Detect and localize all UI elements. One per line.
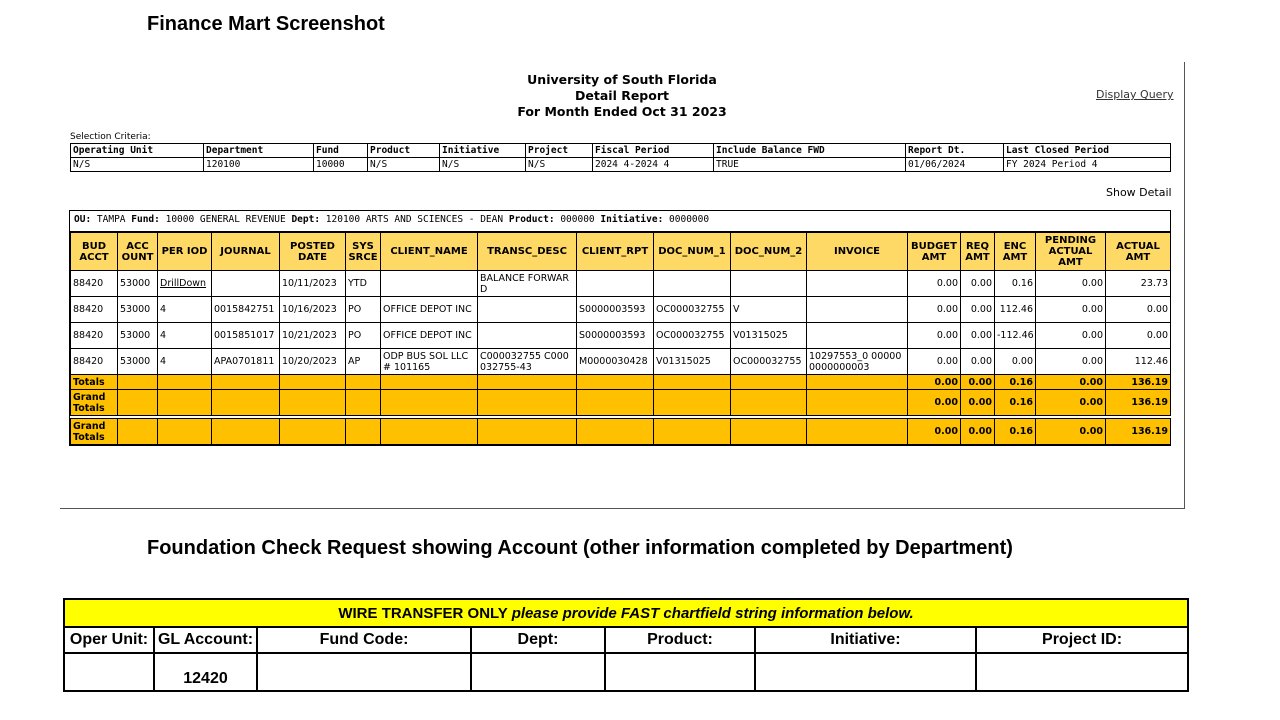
col-header: ACTUAL AMT: [1106, 233, 1171, 271]
empty-cell: [381, 419, 478, 445]
empty-cell: [118, 375, 158, 390]
table-cell: 88420: [71, 297, 118, 323]
initiative-value: 0000000: [669, 214, 710, 225]
total-pending: 0.00: [1036, 419, 1106, 445]
empty-cell: [346, 375, 381, 390]
table-cell: 0015851017: [212, 323, 280, 349]
table-cell: [381, 271, 478, 297]
report-institution: University of South Florida: [527, 72, 717, 87]
table-cell: ODP BUS SOL LLC # 101165: [381, 349, 478, 375]
empty-cell: [654, 375, 731, 390]
sel-value-include-balance-fwd: TRUE: [714, 158, 906, 172]
empty-cell: [731, 419, 807, 445]
col-header: PENDING ACTUAL AMT: [1036, 233, 1106, 271]
col-header: ACC OUNT: [118, 233, 158, 271]
table-cell: 0.00: [961, 271, 995, 297]
table-cell: 4: [158, 297, 212, 323]
col-header: BUD ACCT: [71, 233, 118, 271]
fund-label: Fund:: [131, 214, 160, 225]
empty-cell: [212, 375, 280, 390]
totals-label: Grand Totals: [71, 419, 118, 445]
col-header: REQ AMT: [961, 233, 995, 271]
dept-field[interactable]: [471, 653, 605, 691]
table-row: [71, 271, 1171, 297]
table-cell: -112.46: [995, 323, 1036, 349]
oper-unit-label: Oper Unit:: [64, 627, 154, 653]
total-budget: 0.00: [908, 390, 961, 416]
table-cell: 53000: [118, 323, 158, 349]
totals-row: [71, 419, 1171, 445]
wire-transfer-title: WIRE TRANSFER ONLY: [338, 604, 508, 622]
sel-value-department: 120100: [204, 158, 314, 172]
selection-criteria-table: [70, 143, 1171, 172]
table-cell: 53000: [118, 297, 158, 323]
table-cell: 112.46: [995, 297, 1036, 323]
empty-cell: [478, 390, 577, 416]
empty-cell: [212, 419, 280, 445]
sel-value-initiative: N/S: [440, 158, 526, 172]
sel-header-product: Product: [368, 144, 440, 158]
table-cell: 0015842751: [212, 297, 280, 323]
empty-cell: [577, 375, 654, 390]
table-cell: 0.00: [908, 323, 961, 349]
detail-data-body: [71, 271, 1171, 445]
table-cell: [807, 271, 908, 297]
col-header: JOURNAL: [212, 233, 280, 271]
initiative-label: Initiative:: [600, 214, 664, 225]
dept-label: Dept:: [471, 627, 605, 653]
table-cell: 4: [158, 323, 212, 349]
empty-cell: [381, 375, 478, 390]
dept-value: 120100 ARTS AND SCIENCES - DEAN: [325, 214, 504, 225]
total-actual: 136.19: [1106, 375, 1171, 390]
table-cell: V01315025: [654, 349, 731, 375]
table-cell: OFFICE DEPOT INC: [381, 323, 478, 349]
table-cell: PO: [346, 323, 381, 349]
table-cell: 0.00: [908, 297, 961, 323]
detail-data-table: [70, 232, 1171, 445]
table-cell: OFFICE DEPOT INC: [381, 297, 478, 323]
table-cell: APA0701811: [212, 349, 280, 375]
table-cell: AP: [346, 349, 381, 375]
col-header: ENC AMT: [995, 233, 1036, 271]
empty-cell: [280, 390, 346, 416]
total-budget: 0.00: [908, 375, 961, 390]
wire-transfer-instructions: please provide FAST chartfield string information below.: [511, 604, 914, 622]
table-cell: 53000: [118, 349, 158, 375]
table-cell: 10297553_0 000000000000003: [807, 349, 908, 375]
table-cell: 53000: [118, 271, 158, 297]
fund-code-label: Fund Code:: [257, 627, 471, 653]
report-title: [60, 72, 1184, 120]
total-actual: 136.19: [1106, 390, 1171, 416]
detail-report-section: [69, 210, 1171, 446]
totals-row: [71, 375, 1171, 390]
table-cell: 10/21/2023: [280, 323, 346, 349]
selection-value-row: [71, 158, 1171, 172]
fund-value: 10000 GENERAL REVENUE: [165, 214, 286, 225]
total-enc: 0.16: [995, 390, 1036, 416]
table-cell: 0.00: [908, 349, 961, 375]
empty-cell: [158, 419, 212, 445]
table-cell: [577, 271, 654, 297]
col-header: CLIENT_RPT: [577, 233, 654, 271]
empty-cell: [478, 419, 577, 445]
detail-header-row: [71, 233, 1171, 271]
sel-header-fiscal-period: Fiscal Period: [593, 144, 714, 158]
table-cell[interactable]: DrillDown: [158, 271, 212, 297]
table-cell: [807, 323, 908, 349]
foundation-check-request-form: [63, 598, 1189, 692]
table-cell: V01315025: [731, 323, 807, 349]
col-header: INVOICE: [807, 233, 908, 271]
totals-label: Totals: [71, 375, 118, 390]
table-cell: 88420: [71, 349, 118, 375]
selection-header-row: [71, 144, 1171, 158]
product-label: Product:: [508, 214, 555, 225]
show-detail-link[interactable]: Show Detail: [1106, 186, 1172, 199]
total-pending: 0.00: [1036, 375, 1106, 390]
table-cell: 10/16/2023: [280, 297, 346, 323]
display-query-link[interactable]: Display Query: [1096, 88, 1174, 101]
col-header: BUDGET AMT: [908, 233, 961, 271]
gl-account-field[interactable]: 12420: [154, 653, 257, 691]
empty-cell: [381, 390, 478, 416]
sel-header-operating-unit: Operating Unit: [71, 144, 204, 158]
foundation-check-heading: Foundation Check Request showing Account (other information completed by Department): [147, 537, 1013, 559]
chartfield-value-row: [64, 653, 1188, 691]
empty-cell: [280, 419, 346, 445]
empty-cell: [346, 390, 381, 416]
table-cell: 23.73: [1106, 271, 1171, 297]
empty-cell: [654, 390, 731, 416]
empty-cell: [577, 419, 654, 445]
table-row: [71, 297, 1171, 323]
empty-cell: [478, 375, 577, 390]
product-value: 000000: [560, 214, 595, 225]
chartfield-label-row: [64, 627, 1188, 653]
empty-cell: [807, 419, 908, 445]
table-cell: 88420: [71, 271, 118, 297]
empty-cell: [577, 390, 654, 416]
empty-cell: [158, 375, 212, 390]
empty-cell: [118, 419, 158, 445]
table-cell: 0.16: [995, 271, 1036, 297]
col-header: SYS SRCE: [346, 233, 381, 271]
table-cell: V: [731, 297, 807, 323]
sel-header-initiative: Initiative: [440, 144, 526, 158]
table-cell: 88420: [71, 323, 118, 349]
selection-criteria-label: Selection Criteria:: [70, 132, 151, 142]
total-enc: 0.16: [995, 375, 1036, 390]
finance-mart-report: [60, 62, 1185, 509]
table-cell: BALANCE FORWARD: [478, 271, 577, 297]
total-enc: 0.16: [995, 419, 1036, 445]
table-cell: M0000030428: [577, 349, 654, 375]
table-cell: 0.00: [961, 349, 995, 375]
empty-cell: [118, 390, 158, 416]
sel-value-operating-unit: N/S: [71, 158, 204, 172]
sel-header-include-balance-fwd: Include Balance FWD: [714, 144, 906, 158]
table-cell: [478, 323, 577, 349]
col-header: TRANSC_DESC: [478, 233, 577, 271]
product-field[interactable]: [605, 653, 755, 691]
table-cell: YTD: [346, 271, 381, 297]
table-cell: [212, 271, 280, 297]
table-cell: S0000003593: [577, 297, 654, 323]
oper-unit-field[interactable]: [64, 653, 154, 691]
empty-cell: [807, 390, 908, 416]
dept-label: Dept:: [291, 214, 321, 225]
table-cell: 0.00: [995, 349, 1036, 375]
sel-value-project: N/S: [526, 158, 593, 172]
empty-cell: [346, 419, 381, 445]
empty-cell: [654, 419, 731, 445]
initiative-field[interactable]: [755, 653, 976, 691]
finance-mart-heading: Finance Mart Screenshot: [147, 13, 385, 35]
total-req: 0.00: [961, 375, 995, 390]
sel-header-report-date: Report Dt.: [906, 144, 1004, 158]
table-cell: [731, 271, 807, 297]
ou-value: TAMPA: [96, 214, 126, 225]
gl-account-label: GL Account:: [154, 627, 257, 653]
sel-header-fund: Fund: [314, 144, 368, 158]
table-cell: 0.00: [1106, 323, 1171, 349]
ou-label: OU:: [74, 214, 92, 225]
table-cell: 0.00: [1036, 271, 1106, 297]
report-name: Detail Report: [575, 88, 669, 103]
sel-header-department: Department: [204, 144, 314, 158]
table-cell: [654, 271, 731, 297]
table-cell: C000032755 C000032755-43: [478, 349, 577, 375]
table-cell: 0.00: [1106, 297, 1171, 323]
table-cell: PO: [346, 297, 381, 323]
report-period: For Month Ended Oct 31 2023: [517, 104, 727, 119]
project-id-label: Project ID:: [976, 627, 1188, 653]
totals-row: [71, 390, 1171, 416]
col-header: PER IOD: [158, 233, 212, 271]
initiative-label: Initiative:: [755, 627, 976, 653]
table-cell: OC000032755: [654, 323, 731, 349]
project-id-field[interactable]: [976, 653, 1188, 691]
empty-cell: [212, 390, 280, 416]
table-cell: 112.46: [1106, 349, 1171, 375]
product-label: Product:: [605, 627, 755, 653]
empty-cell: [280, 375, 346, 390]
table-row: [71, 323, 1171, 349]
table-cell: 10/11/2023: [280, 271, 346, 297]
sel-header-project: Project: [526, 144, 593, 158]
table-cell: OC000032755: [654, 297, 731, 323]
ou-summary-line: [70, 211, 1170, 232]
fund-code-field[interactable]: [257, 653, 471, 691]
total-actual: 136.19: [1106, 419, 1171, 445]
table-cell: 0.00: [1036, 323, 1106, 349]
table-cell: 0.00: [961, 297, 995, 323]
table-cell: OC000032755: [731, 349, 807, 375]
col-header: DOC_NUM_2: [731, 233, 807, 271]
table-cell: 0.00: [1036, 297, 1106, 323]
table-cell: 0.00: [961, 323, 995, 349]
table-cell: 10/20/2023: [280, 349, 346, 375]
sel-header-last-closed-period: Last Closed Period: [1004, 144, 1171, 158]
col-header: DOC_NUM_1: [654, 233, 731, 271]
empty-cell: [807, 375, 908, 390]
sel-value-report-date: 01/06/2024: [906, 158, 1004, 172]
table-cell: S0000003593: [577, 323, 654, 349]
wire-transfer-banner: [64, 599, 1188, 627]
total-pending: 0.00: [1036, 390, 1106, 416]
table-cell: [478, 297, 577, 323]
empty-cell: [731, 375, 807, 390]
sel-value-fund: 10000: [314, 158, 368, 172]
col-header: CLIENT_NAME: [381, 233, 478, 271]
empty-cell: [158, 390, 212, 416]
table-cell: 0.00: [1036, 349, 1106, 375]
total-req: 0.00: [961, 390, 995, 416]
col-header: POSTED DATE: [280, 233, 346, 271]
total-budget: 0.00: [908, 419, 961, 445]
totals-label: Grand Totals: [71, 390, 118, 416]
total-req: 0.00: [961, 419, 995, 445]
sel-value-last-closed-period: FY 2024 Period 4: [1004, 158, 1171, 172]
empty-cell: [731, 390, 807, 416]
table-cell: 4: [158, 349, 212, 375]
wire-transfer-note: [64, 599, 1188, 627]
table-row: [71, 349, 1171, 375]
table-cell: 0.00: [908, 271, 961, 297]
sel-value-fiscal-period: 2024 4-2024 4: [593, 158, 714, 172]
table-cell: [807, 297, 908, 323]
sel-value-product: N/S: [368, 158, 440, 172]
